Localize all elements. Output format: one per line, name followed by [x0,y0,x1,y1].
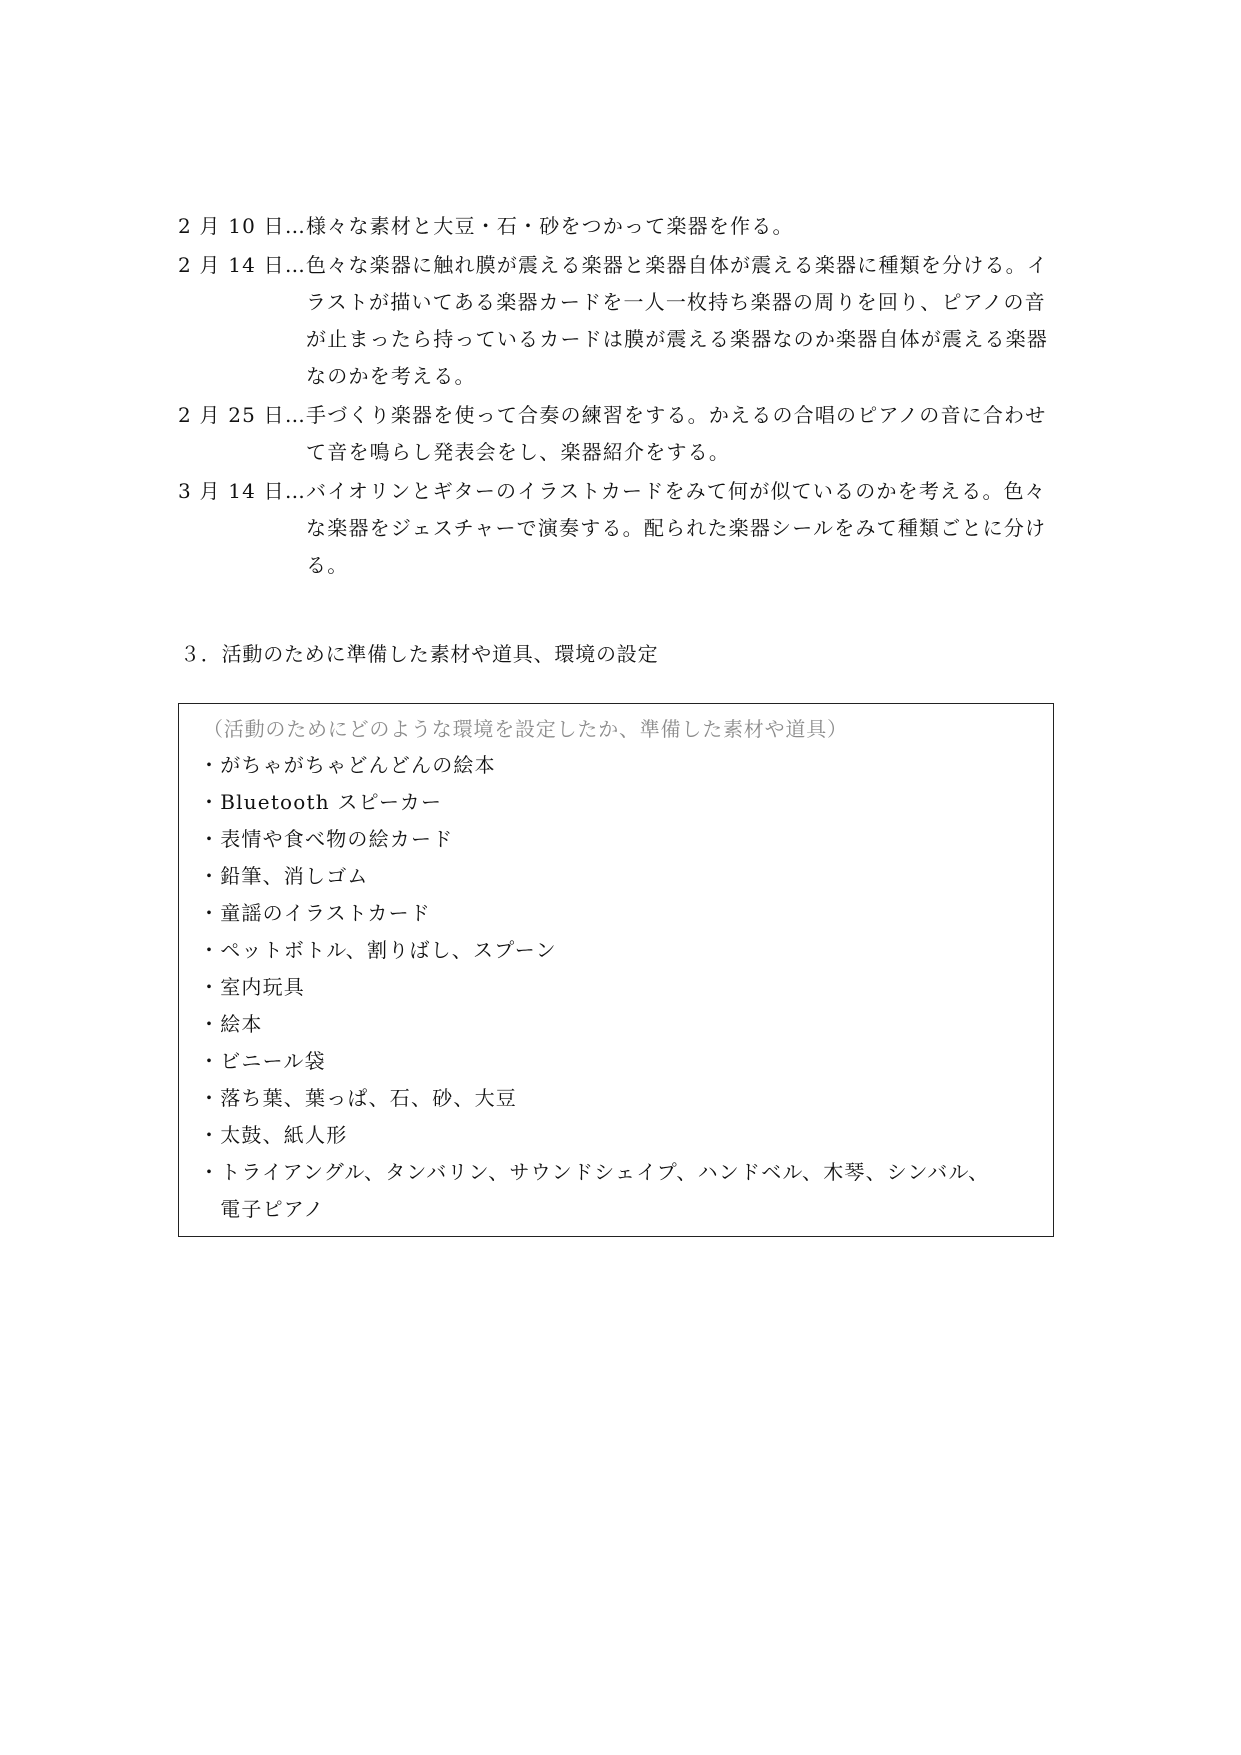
schedule-line: な楽器をジェスチャーで演奏する。配られた楽器シールをみて種類ごとに分け [306,516,1047,540]
list-item [199,969,989,1006]
schedule-entry-0314 [178,473,1071,584]
schedule-line: が止まったら持っているカードは膜が震える楽器なのか楽器自体が震える楽器 [306,327,1049,351]
list-item [199,784,989,821]
materials-box [178,703,1054,1237]
schedule-line: バイオリンとギターのイラストカードをみて何が似ているのかを考える。色々 [306,479,1047,503]
bullet: ・ [199,827,221,851]
activity-schedule [178,208,1071,586]
bullet: ・ [199,1012,221,1036]
list-item [199,858,989,895]
list-item-text: Bluetooth スピーカー [220,790,443,814]
bullet: ・ [199,901,221,925]
schedule-line: て音を鳴らし発表会をし、楽器紹介をする。 [306,440,731,464]
materials-list [199,747,989,1228]
schedule-description [306,473,1071,584]
list-item [199,895,989,932]
schedule-description [306,247,1071,395]
list-item [199,1006,989,1043]
list-item-text: 鉛筆、消しゴム [220,864,369,888]
schedule-line: ラストが描いてある楽器カードを一人一枚持ち楽器の周りを回り、ピアノの音 [306,290,1046,314]
schedule-line: 様々な素材と大豆・石・砂をつかって楽器を作る。 [306,214,794,238]
bullet: ・ [199,1123,221,1147]
list-item-text: 絵本 [220,1012,263,1036]
list-item [199,932,989,969]
schedule-line: 色々な楽器に触れ膜が震える楽器と楽器自体が震える楽器に種類を分ける。イ [306,253,1049,277]
bullet: ・ [199,938,221,962]
schedule-line: る。 [306,553,349,577]
schedule-line: なのかを考える。 [306,364,476,388]
schedule-entry-0210 [178,208,1071,245]
schedule-description [306,397,1071,471]
list-item [199,1043,989,1080]
list-item-text: 室内玩具 [220,975,306,999]
list-item-text: がちゃがちゃどんどんの絵本 [220,753,496,777]
schedule-date: 2 月 10 日… [178,214,307,238]
schedule-date: 3 月 14 日… [178,479,307,503]
schedule-date: 2 月 14 日… [178,253,307,277]
bullet: ・ [199,975,221,999]
list-item-text: 表情や食べ物の絵カード [220,827,454,851]
schedule-entry-0214 [178,247,1071,395]
materials-note: （活動のためにどのような環境を設定したか、準備した素材や道具） [203,717,848,741]
bullet: ・ [199,1160,221,1184]
schedule-entry-0225 [178,397,1071,471]
list-item-text [220,1154,989,1228]
section-heading: ３．活動のために準備した素材や道具、環境の設定 [180,642,659,666]
bullet: ・ [199,1086,221,1110]
list-item [199,1080,989,1117]
list-item [199,1117,989,1154]
list-item [199,747,989,784]
list-item-text: ビニール袋 [220,1049,326,1073]
schedule-line: 手づくり楽器を使って合奏の練習をする。かえるの合唱のピアノの音に合わせ [306,403,1047,427]
bullet: ・ [199,753,221,777]
bullet: ・ [199,864,221,888]
list-item-line: トライアングル、タンバリン、サウンドシェイプ、ハンドベル、木琴、シンバル、 [220,1160,990,1184]
list-item [199,821,989,858]
list-item-text: 落ち葉、葉っぱ、石、砂、大豆 [220,1086,518,1110]
bullet: ・ [199,1049,221,1073]
schedule-date: 2 月 25 日… [178,403,307,427]
list-item-text: 太鼓、紙人形 [220,1123,348,1147]
schedule-description [306,208,1071,245]
list-item-text: 童謡のイラストカード [220,901,432,925]
list-item-line: 電子ピアノ [220,1197,325,1221]
list-item-text: ペットボトル、割りばし、スプーン [220,938,557,962]
bullet: ・ [199,790,221,814]
list-item [199,1154,989,1228]
